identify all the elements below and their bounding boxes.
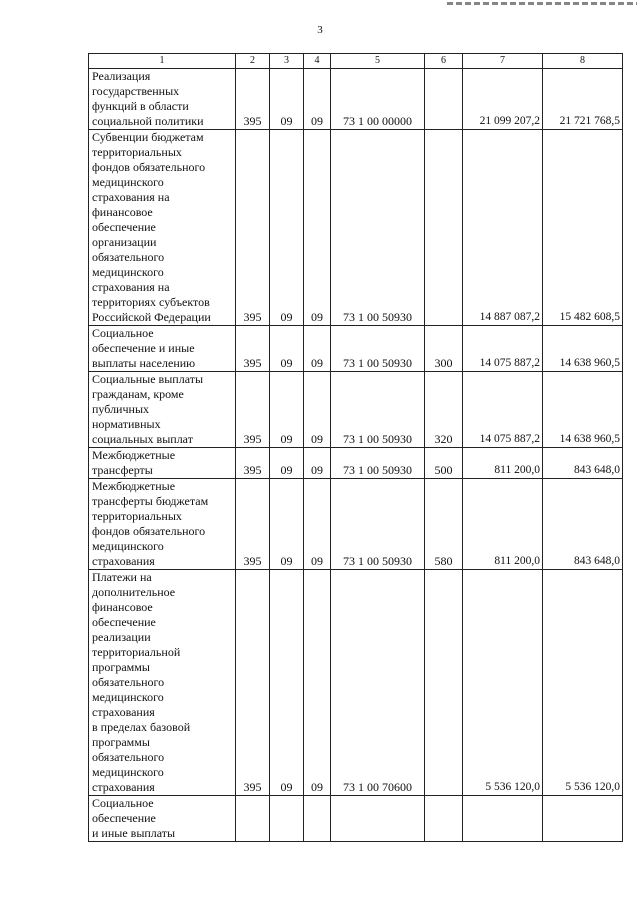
target-article-cell	[331, 796, 425, 842]
section-code-cell: 09	[270, 448, 304, 479]
target-article-cell: 73 1 00 00000	[331, 69, 425, 130]
amount-year2-cell: 843 648,0	[543, 479, 623, 570]
subsection-code-cell	[304, 796, 331, 842]
target-article-cell: 73 1 00 50930	[331, 479, 425, 570]
amount-year2-cell: 15 482 608,5	[543, 130, 623, 326]
amount-year2-cell: 5 536 120,0	[543, 570, 623, 796]
subsection-code-cell: 09	[304, 570, 331, 796]
amount-year1-cell: 5 536 120,0	[463, 570, 543, 796]
table-row	[89, 479, 623, 570]
target-article-cell: 73 1 00 50930	[331, 448, 425, 479]
amount-year2-cell: 14 638 960,5	[543, 372, 623, 448]
section-code-cell: 09	[270, 479, 304, 570]
subsection-code-cell: 09	[304, 326, 331, 372]
amount-year2-cell: 843 648,0	[543, 448, 623, 479]
expense-type-cell: 300	[425, 326, 463, 372]
subsection-code-cell: 09	[304, 69, 331, 130]
column-number-row	[89, 54, 623, 69]
row-name-cell: Социальные выплаты гражданам, кроме публичных нормативных социальных выплат	[89, 372, 236, 448]
expense-type-cell	[425, 796, 463, 842]
section-code-cell: 09	[270, 130, 304, 326]
table-row	[89, 372, 623, 448]
expense-type-cell	[425, 570, 463, 796]
subsection-code-cell: 09	[304, 479, 331, 570]
amount-year1-cell: 14 887 087,2	[463, 130, 543, 326]
ministry-code-cell	[236, 796, 270, 842]
target-article-cell: 73 1 00 50930	[331, 326, 425, 372]
subsection-code-cell: 09	[304, 372, 331, 448]
expense-type-cell	[425, 130, 463, 326]
ministry-code-cell: 395	[236, 69, 270, 130]
amount-year1-cell: 14 075 887,2	[463, 372, 543, 448]
target-article-cell: 73 1 00 50930	[331, 372, 425, 448]
section-code-cell	[270, 796, 304, 842]
amount-year2-cell: 14 638 960,5	[543, 326, 623, 372]
amount-year2-cell: 21 721 768,5	[543, 69, 623, 130]
row-name-cell: Реализация государственных функций в области социальной политики	[89, 69, 236, 130]
table-row	[89, 69, 623, 130]
column-header: 1	[89, 54, 236, 69]
ministry-code-cell: 395	[236, 448, 270, 479]
amount-year1-cell: 811 200,0	[463, 479, 543, 570]
row-name-cell: Межбюджетные трансферты	[89, 448, 236, 479]
expense-type-cell: 500	[425, 448, 463, 479]
column-header: 8	[543, 54, 623, 69]
amount-year1-cell	[463, 796, 543, 842]
ministry-code-cell: 395	[236, 479, 270, 570]
section-code-cell: 09	[270, 69, 304, 130]
section-code-cell: 09	[270, 326, 304, 372]
column-header: 6	[425, 54, 463, 69]
expense-type-cell: 580	[425, 479, 463, 570]
row-name-cell: Межбюджетные трансферты бюджетам территориальных фондов обязательного медицинского страхования	[89, 479, 236, 570]
table-row	[89, 448, 623, 479]
column-header: 5	[331, 54, 425, 69]
row-name-cell: Социальное обеспечение и иные выплаты	[89, 796, 236, 842]
budget-table-body	[89, 54, 623, 842]
column-header: 7	[463, 54, 543, 69]
column-header: 4	[304, 54, 331, 69]
row-name-cell: Платежи на дополнительное финансовое обеспечение реализации территориальной программы обязательного медицинского страхования в пределах базовой программы обязательного медицинского страхования	[89, 570, 236, 796]
amount-year1-cell: 21 099 207,2	[463, 69, 543, 130]
section-code-cell: 09	[270, 372, 304, 448]
ministry-code-cell: 395	[236, 130, 270, 326]
subsection-code-cell: 09	[304, 448, 331, 479]
row-name-cell: Социальное обеспечение и иные выплаты населению	[89, 326, 236, 372]
table-row	[89, 326, 623, 372]
column-header: 2	[236, 54, 270, 69]
target-article-cell: 73 1 00 70600	[331, 570, 425, 796]
table-row	[89, 130, 623, 326]
amount-year1-cell: 811 200,0	[463, 448, 543, 479]
row-name-cell: Субвенции бюджетам территориальных фондов обязательного медицинского страхования на финансовое обеспечение организации обязательного медицинского страхования на территориях субъектов Российской Федерации	[89, 130, 236, 326]
subsection-code-cell: 09	[304, 130, 331, 326]
ministry-code-cell: 395	[236, 326, 270, 372]
budget-table	[88, 53, 623, 842]
table-row	[89, 796, 623, 842]
ministry-code-cell: 395	[236, 570, 270, 796]
target-article-cell: 73 1 00 50930	[331, 130, 425, 326]
section-code-cell: 09	[270, 570, 304, 796]
amount-year2-cell	[543, 796, 623, 842]
expense-type-cell	[425, 69, 463, 130]
expense-type-cell: 320	[425, 372, 463, 448]
ministry-code-cell: 395	[236, 372, 270, 448]
column-header: 3	[270, 54, 304, 69]
amount-year1-cell: 14 075 887,2	[463, 326, 543, 372]
table-row	[89, 570, 623, 796]
scan-edge-mark	[447, 2, 637, 5]
page-number: 3	[317, 24, 323, 36]
